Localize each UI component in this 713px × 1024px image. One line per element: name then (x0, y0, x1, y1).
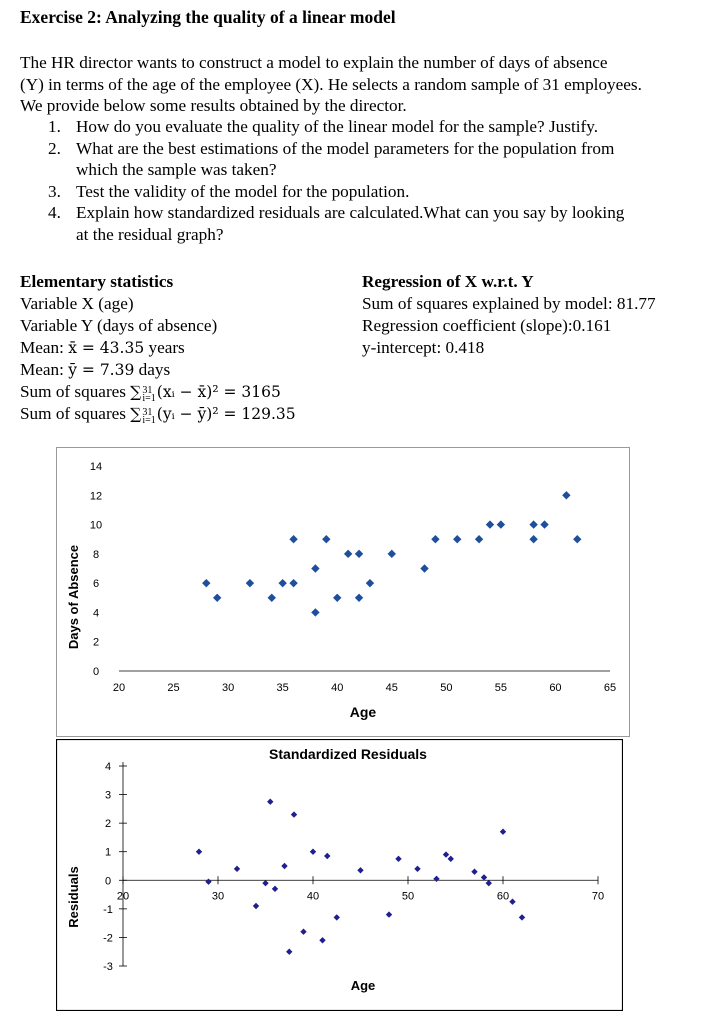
mean-y-row (20, 359, 350, 381)
y-tick-label: 4 (92, 607, 100, 620)
elementary-stats-heading: Elementary statistics (20, 272, 174, 291)
question-number: 3. (48, 181, 61, 201)
question-line: at the residual graph? (76, 224, 224, 244)
sigma-symbol: ∑ (130, 405, 142, 423)
y-tick-label: 1 (104, 846, 112, 859)
x-tick-label: 60 (496, 890, 510, 903)
mean-y-expr: ȳ = 7.39 (68, 361, 135, 379)
y-tick-label: -2 (103, 932, 113, 945)
regression-summary (362, 271, 702, 359)
question-number: 2. (48, 138, 61, 158)
y-tick-label: 0 (92, 666, 100, 678)
y-tick-label: 4 (104, 761, 112, 773)
variable-x: Variable X (age) (20, 294, 134, 313)
question-line: Test the validity of the model for the population. (76, 181, 410, 201)
x-tick-label: 20 (116, 890, 130, 903)
x-tick-label: 70 (591, 890, 605, 903)
intro-line: (Y) in terms of the age of the employee (X). He selects a random sample of 31 employees. (20, 74, 642, 94)
exercise-title: Exercise 2: Analyzing the quality of a linear model (20, 7, 396, 27)
question-item (20, 202, 692, 245)
x-tick-label: 50 (440, 682, 453, 694)
question-item (20, 116, 692, 138)
y-axis-label: Residuals (66, 866, 81, 928)
intro-line: The HR director wants to construct a model to explain the number of days of absence (20, 53, 608, 72)
question-line: What are the best estimations of the model parameters for the population from (76, 138, 615, 158)
sum-upper-limit: 31 (142, 385, 153, 396)
y-tick-label: 12 (89, 490, 103, 503)
sum-lower-limit: i=1 (142, 415, 156, 426)
x-tick-label: 20 (112, 682, 126, 694)
x-tick-label: 30 (221, 682, 235, 694)
mean-x-label: Mean: (20, 338, 69, 357)
sum-limits (142, 409, 155, 425)
x-axis-label: Age (349, 704, 377, 720)
y-tick-label: 3 (104, 789, 112, 802)
question-number: 4. (48, 203, 61, 222)
x-tick-label: 35 (276, 682, 289, 694)
sum-squares-y-expr: (yᵢ − ȳ)² = 129.35 (156, 405, 296, 423)
residual-chart (56, 739, 623, 1011)
y-tick-label: 10 (89, 519, 103, 532)
x-tick-label: 30 (211, 890, 225, 903)
sum-squares-x-row (20, 381, 350, 403)
chart-title: Standardized Residuals (269, 746, 427, 762)
sum-lower-limit: i=1 (142, 393, 156, 404)
intro-line: We provide below some results obtained by the director. (20, 96, 407, 115)
sum-squares-y-label: Sum of squares (20, 404, 131, 423)
x-tick-label: 50 (401, 890, 415, 903)
x-tick-label: 25 (167, 682, 180, 694)
regression-intercept: y-intercept: 0.418 (362, 338, 485, 357)
mean-x-unit: years (144, 338, 185, 357)
sum-squares-x-expr: (xᵢ − x̄)² = 3165 (156, 383, 281, 401)
y-tick-label: 8 (92, 548, 100, 561)
question-line: which the sample was taken? (76, 160, 277, 179)
mean-y-unit: days (134, 360, 171, 379)
x-tick-label: 45 (385, 682, 398, 694)
y-tick-label: 2 (92, 636, 100, 649)
question-item (20, 181, 692, 203)
question-line: Explain how standardized residuals are calculated.What can you say by looking (76, 203, 625, 222)
y-tick-label: -3 (103, 961, 113, 973)
y-tick-label: 6 (92, 578, 100, 591)
x-tick-label: 40 (306, 890, 320, 903)
variable-y: Variable Y (days of absence) (20, 316, 218, 335)
sigma-symbol: ∑ (130, 383, 142, 401)
question-list (20, 116, 692, 245)
x-tick-label: 55 (494, 682, 508, 694)
x-tick-label: 60 (549, 682, 562, 694)
elementary-statistics (20, 271, 350, 425)
sum-squares-x-label: Sum of squares (20, 382, 131, 401)
sum-limits (142, 387, 155, 403)
x-tick-label: 65 (603, 682, 617, 694)
x-tick-label: 40 (331, 682, 344, 694)
mean-x-row (20, 337, 350, 359)
y-tick-label: 14 (89, 461, 103, 473)
question-number: 1. (48, 117, 61, 136)
intro-paragraph (20, 52, 692, 117)
mean-y-label: Mean: (20, 360, 69, 379)
regression-heading: Regression of X w.r.t. Y (362, 272, 534, 291)
ss-explained: Sum of squares explained by model: 81.77 (362, 294, 656, 313)
y-axis-label: Days of Absence (66, 544, 81, 650)
mean-x-expr: x̄ = 43.35 (68, 339, 145, 357)
sum-upper-limit: 31 (142, 407, 153, 418)
y-tick-label: -1 (103, 903, 113, 916)
x-axis-label: Age (350, 978, 376, 993)
sum-squares-y-row (20, 403, 350, 425)
y-tick-label: 2 (104, 818, 112, 831)
y-tick-label: 0 (104, 875, 112, 888)
chart-frame (57, 740, 623, 1011)
regression-slope: Regression coefficient (slope):0.161 (362, 316, 612, 335)
question-item (20, 138, 692, 181)
question-line: How do you evaluate the quality of the linear model for the sample? Justify. (76, 117, 599, 136)
scatter-chart (56, 447, 630, 737)
